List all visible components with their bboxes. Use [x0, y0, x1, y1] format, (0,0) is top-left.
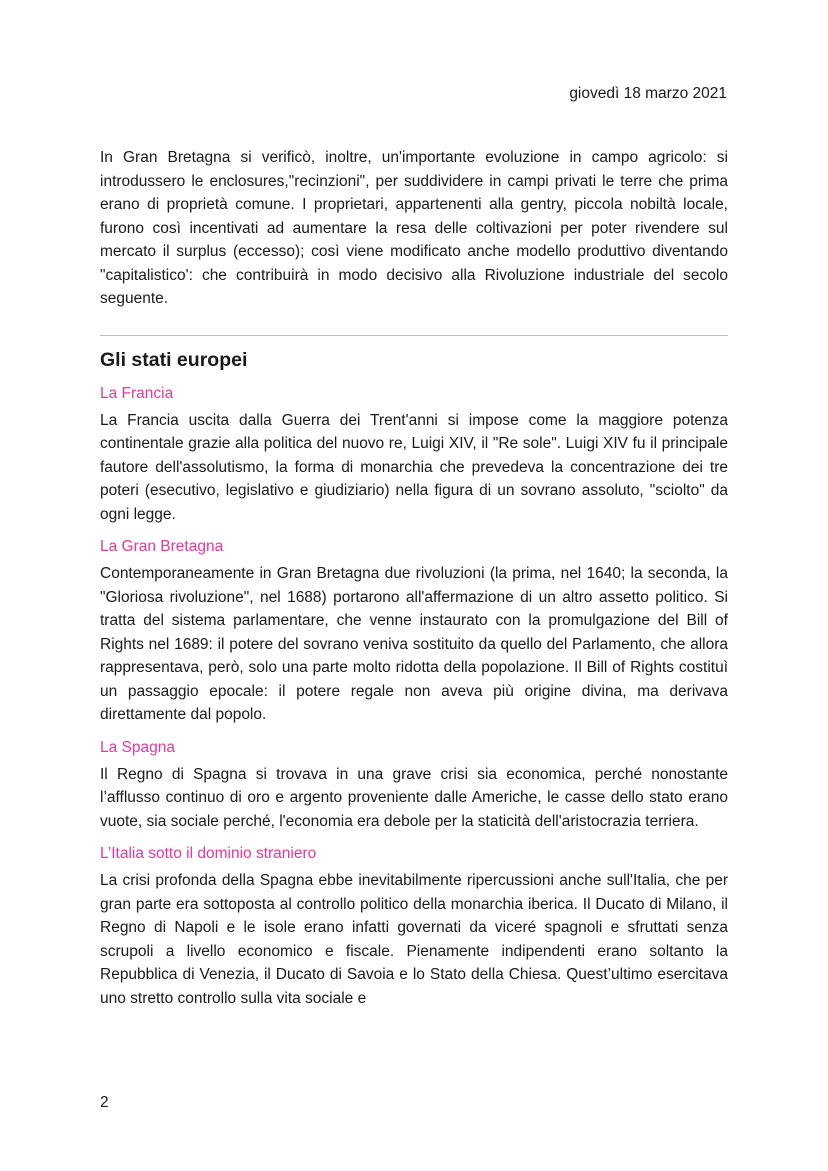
subsection-heading-gran-bretagna: La Gran Bretagna: [100, 538, 224, 555]
section-title: Gli stati europei: [100, 348, 248, 371]
subsection-text-gran-bretagna: Contemporaneamente in Gran Bretagna due rivoluzioni (la prima, nel 1640; la seconda, la "Gloriosa rivoluzione", nel 1688) portarono all'affermazione di un altro assetto politico. Si tratta del sistema parlamentare, che venne instaurato con la promulgazione del Bill of Rights nel 1689: il potere del sovrano veniva sostituito da quello del Parlamento, che allora rappresentava, però, solo una parte molto ridotta della popolazione. Il Bill of Rights costituì un passaggio epocale: il potere regale non aveva più origine divina, ma derivava direttamente dal popolo.: [100, 565, 728, 723]
subsection-heading-francia: La Francia: [100, 384, 174, 402]
subsection-text-francia: La Francia uscita dalla Guerra dei Trent'anni si impose come la maggiore potenza continentale grazie alla politica del nuovo re, Luigi XIV, il "Re sole". Luigi XIV fu il principale fautore dell'assolutismo, la forma di monarchia che prevedeva la concentrazione dei tre poteri (esecutivo, legislativo e giudiziario) nella figura di un sovrano assoluto, "sciolto" da ogni legge.: [100, 411, 728, 523]
subsection-heading-spagna: La Spagna: [100, 738, 175, 756]
page-number: 2: [100, 1094, 109, 1111]
document-date: giovedì 18 marzo 2021: [569, 85, 727, 102]
document-body: [100, 146, 728, 1010]
intro-paragraph: In Gran Bretagna si verificò, inoltre, un'importante evoluzione in campo agricolo: si introdussero le enclosures,"recinzioni", per suddividere in campi privati le terre che prima erano di proprietà comune. I proprietari, appartenenti alla gentry, piccola nobiltà locale, furono così incentivati ad aumentare la resa delle coltivazioni per poter rivendere sul mercato il surplus (eccesso); così viene modificato anche modello produttivo diventando "capitalistico': che contribuirà in modo decisivo alla Rivoluzione industriale del secolo seguente.: [100, 149, 728, 307]
subsection-text-spagna: Il Regno di Spagna si trovava in una grave crisi sia economica, perché nonostante l’afflusso continuo di oro e argento proveniente dalle Americhe, le casse dello stato erano vuote, sia sociale perché, l'economia era debole per la staticità dell'aristocrazia terriera.: [100, 765, 728, 830]
subsection-heading-italia: L’Italia sotto il dominio straniero: [100, 845, 317, 862]
section-divider: [100, 335, 728, 336]
subsection-text-italia: La crisi profonda della Spagna ebbe inevitabilmente ripercussioni anche sull'Italia, che per gran parte era sottoposta al controllo politico della monarchia iberica. Il Ducato di Milano, il Regno di Napoli e le isole erano infatti governati da viceré spagnoli e sfruttati senza scrupoli a livello economico e fiscale. Pienamente indipendenti erano soltanto la Repubblica di Venezia, il Ducato di Savoia e lo Stato della Chiesa. Quest’ultimo esercitava uno stretto controllo sulla vita sociale e: [100, 872, 728, 1007]
